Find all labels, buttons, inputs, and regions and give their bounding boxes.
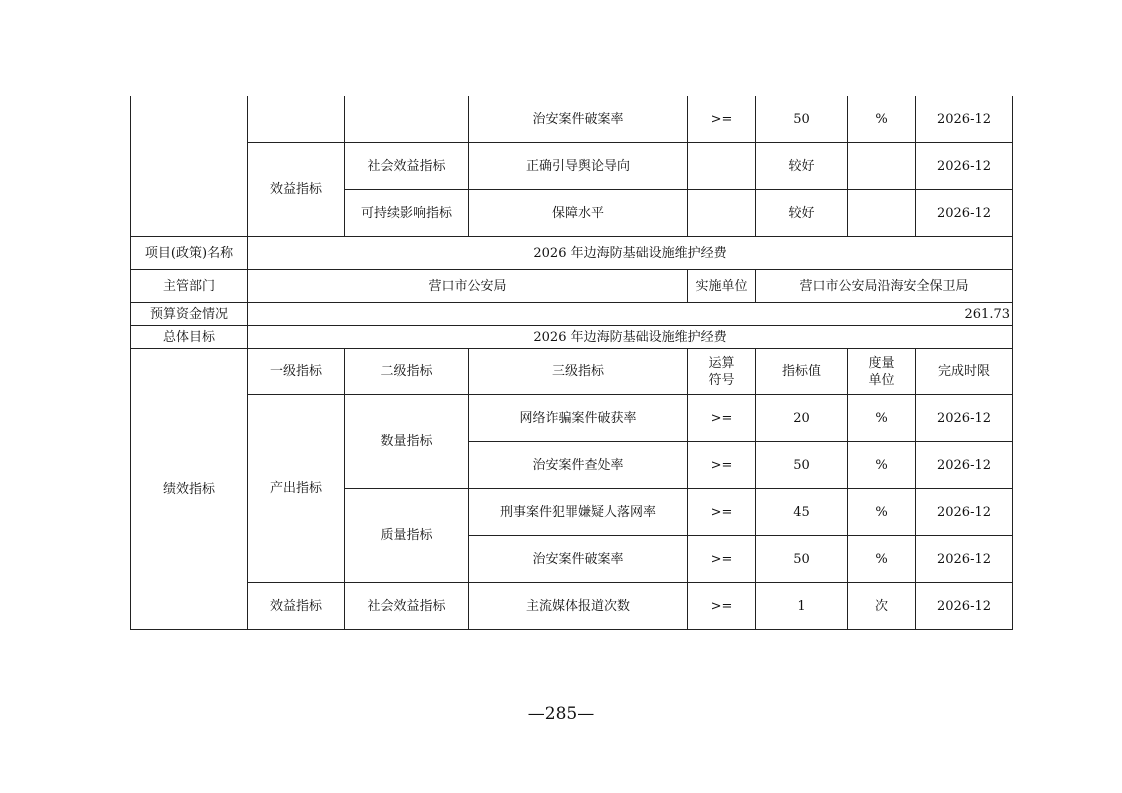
operator-cell: >= <box>688 96 756 143</box>
unit-cell: 次 <box>848 583 916 630</box>
operator-cell: >= <box>688 442 756 489</box>
level2-cell: 可持续影响指标 <box>345 190 469 237</box>
performance-table <box>130 96 1013 630</box>
blank-cell <box>248 96 345 143</box>
goal-row <box>131 326 1013 349</box>
unit-cell: % <box>848 536 916 583</box>
unit-cell: % <box>848 489 916 536</box>
header-unit-line2: 单位 <box>868 372 895 388</box>
header-deadline: 完成时限 <box>916 349 1013 395</box>
budget-value: 261.73 <box>248 303 1013 326</box>
deadline-cell: 2026-12 <box>916 489 1013 536</box>
department-row <box>131 270 1013 303</box>
operator-cell: >= <box>688 489 756 536</box>
value-cell: 较好 <box>756 190 848 237</box>
deadline-cell: 2026-12 <box>916 96 1013 143</box>
level2-cell: 社会效益指标 <box>345 143 469 190</box>
value-cell: 50 <box>756 442 848 489</box>
blank-cell <box>131 96 248 237</box>
level3-cell: 正确引导舆论导向 <box>469 143 688 190</box>
impl-value: 营口市公安局沿海安全保卫局 <box>756 270 1013 303</box>
project-name-row <box>131 237 1013 270</box>
operator-cell <box>688 143 756 190</box>
operator-cell <box>688 190 756 237</box>
table-row <box>131 395 1013 442</box>
page-number: —285— <box>527 704 595 724</box>
unit-cell <box>848 143 916 190</box>
level2-cell: 社会效益指标 <box>345 583 469 630</box>
impl-label: 实施单位 <box>688 270 756 303</box>
level3-cell: 网络诈骗案件破获率 <box>469 395 688 442</box>
header-operator-line2: 符号 <box>708 372 735 388</box>
value-cell: 50 <box>756 96 848 143</box>
operator-cell: >= <box>688 583 756 630</box>
unit-cell: % <box>848 442 916 489</box>
unit-cell <box>848 190 916 237</box>
unit-cell: % <box>848 395 916 442</box>
deadline-cell: 2026-12 <box>916 190 1013 237</box>
project-name-value: 2026 年边海防基础设施维护经费 <box>248 237 1013 270</box>
dept-label: 主管部门 <box>131 270 248 303</box>
operator-cell: >= <box>688 395 756 442</box>
header-operator-line1: 运算 <box>708 355 735 371</box>
table-row <box>131 96 1013 143</box>
level3-cell: 主流媒体报道次数 <box>469 583 688 630</box>
goal-label: 总体目标 <box>131 326 248 349</box>
header-unit <box>848 349 916 395</box>
performance-label: 绩效指标 <box>131 349 248 630</box>
header-level1: 一级指标 <box>248 349 345 395</box>
value-cell: 较好 <box>756 143 848 190</box>
deadline-cell: 2026-12 <box>916 442 1013 489</box>
level1-cell: 效益指标 <box>248 143 345 237</box>
operator-cell: >= <box>688 536 756 583</box>
deadline-cell: 2026-12 <box>916 583 1013 630</box>
header-value: 指标值 <box>756 349 848 395</box>
level1-cell: 产出指标 <box>248 395 345 583</box>
dept-value: 营口市公安局 <box>248 270 688 303</box>
header-level3: 三级指标 <box>469 349 688 395</box>
level3-cell: 治安案件破案率 <box>469 536 688 583</box>
value-cell: 50 <box>756 536 848 583</box>
level2-cell: 质量指标 <box>345 489 469 583</box>
table-row <box>131 143 1013 190</box>
level3-cell: 治安案件破案率 <box>469 96 688 143</box>
header-row <box>131 349 1013 395</box>
level1-cell: 效益指标 <box>248 583 345 630</box>
value-cell: 45 <box>756 489 848 536</box>
level3-cell: 治安案件查处率 <box>469 442 688 489</box>
header-unit-line1: 度量 <box>868 355 895 371</box>
blank-cell <box>345 96 469 143</box>
header-operator <box>688 349 756 395</box>
level3-cell: 保障水平 <box>469 190 688 237</box>
budget-row <box>131 303 1013 326</box>
value-cell: 20 <box>756 395 848 442</box>
unit-cell: % <box>848 96 916 143</box>
level3-cell: 刑事案件犯罪嫌疑人落网率 <box>469 489 688 536</box>
project-name-label: 项目(政策)名称 <box>131 237 248 270</box>
level2-cell: 数量指标 <box>345 395 469 489</box>
budget-label: 预算资金情况 <box>131 303 248 326</box>
goal-value: 2026 年边海防基础设施维护经费 <box>248 326 1013 349</box>
value-cell: 1 <box>756 583 848 630</box>
deadline-cell: 2026-12 <box>916 143 1013 190</box>
deadline-cell: 2026-12 <box>916 536 1013 583</box>
header-level2: 二级指标 <box>345 349 469 395</box>
table-row <box>131 583 1013 630</box>
deadline-cell: 2026-12 <box>916 395 1013 442</box>
